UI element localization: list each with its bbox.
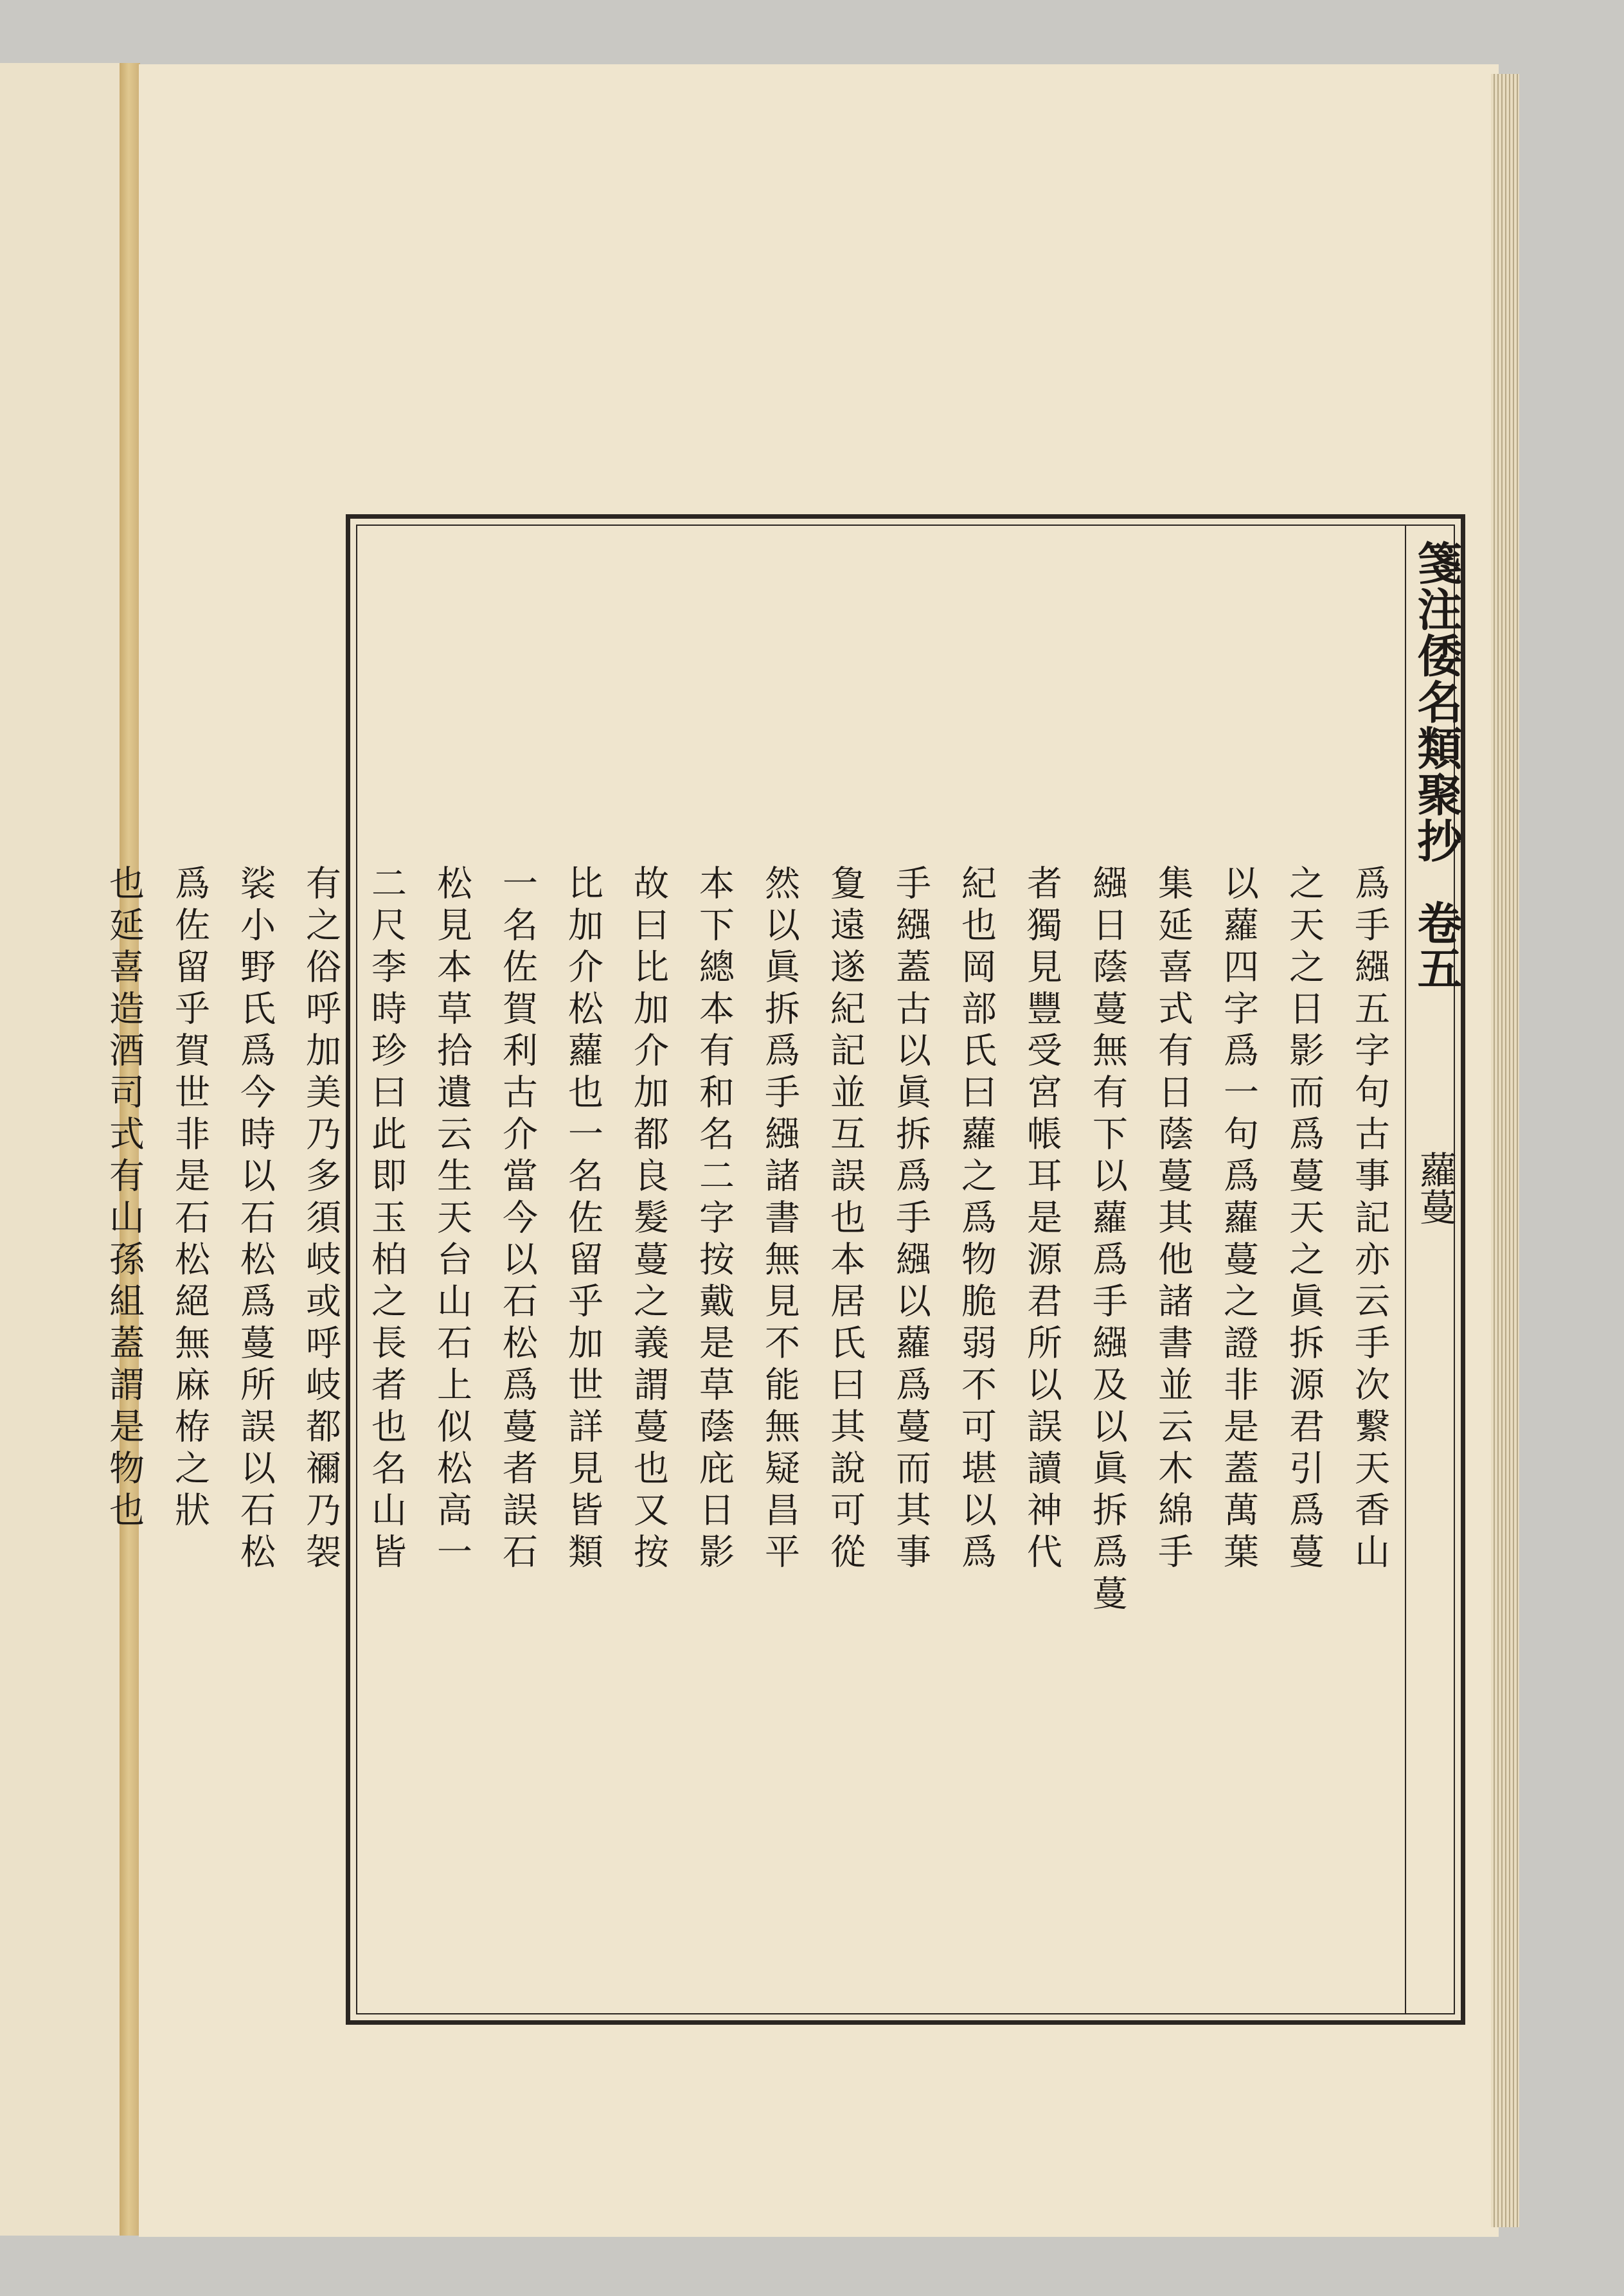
text-column: 有之俗呼加美乃多須岐或呼岐都禰乃袈 <box>300 865 341 1575</box>
text-column: 也延喜造酒司式有山孫組蓋謂是物也 <box>103 865 145 1533</box>
text-column: 爲手繦五字句古事記亦云手次繋天香山 <box>1349 865 1390 1575</box>
text-column: 裟小野氏爲今時以石松爲蔓所誤以石松 <box>235 865 276 1575</box>
page-edges <box>1491 74 1519 2227</box>
volume-label: 卷五 <box>1410 900 1463 990</box>
text-column: 夐遠遂紀記並互誤也本居氏曰其說可從 <box>825 865 866 1575</box>
text-column: 紀也岡部氏曰蘿之爲物脆弱不可堪以爲 <box>956 865 997 1575</box>
text-column: 者獨見豐受宮帳耳是源君所以誤讀神代 <box>1021 865 1062 1575</box>
text-column: 松見本草拾遺云生天台山石上似松高一 <box>431 865 472 1575</box>
book-title: 箋注倭名類聚抄 <box>1410 540 1463 864</box>
text-column: 故曰比加介加都良髮蔓之義謂蔓也又按 <box>628 865 669 1575</box>
margin-rule <box>1405 526 1406 2013</box>
text-column: 比加介松蘿也一名佐留乎加世詳見皆類 <box>562 865 603 1575</box>
text-column: 以蘿四字爲一句爲蘿蔓之證非是蓋萬葉 <box>1218 865 1259 1575</box>
text-column: 手繦蓋古以眞拆爲手繦以蘿爲蔓而其事 <box>890 865 931 1575</box>
text-column: 爲佐留乎賀世非是石松絕無麻栫之狀 <box>169 865 210 1533</box>
text-column: 集延喜式有日蔭蔓其他諸書並云木綿手 <box>1152 865 1193 1575</box>
text-column: 本下總本有和名二字按戴是草蔭庇日影 <box>693 865 735 1575</box>
text-column: 之天之日影而爲蔓天之眞拆源君引爲蔓 <box>1283 865 1325 1575</box>
text-column: 繦日蔭蔓無有下以蘿爲手繦及以眞拆爲蔓 <box>1087 865 1128 1617</box>
text-column: 二尺李時珍曰此即玉柏之長者也名山皆 <box>366 865 407 1575</box>
section-heading: 蘿蔓 <box>1413 1151 1457 1225</box>
text-column: 然以眞拆爲手繦諸書無見不能無疑昌平 <box>759 865 800 1575</box>
main-text <box>103 865 1402 1996</box>
text-column: 一名佐賀利古介當今以石松爲蔓者誤石 <box>497 865 538 1575</box>
